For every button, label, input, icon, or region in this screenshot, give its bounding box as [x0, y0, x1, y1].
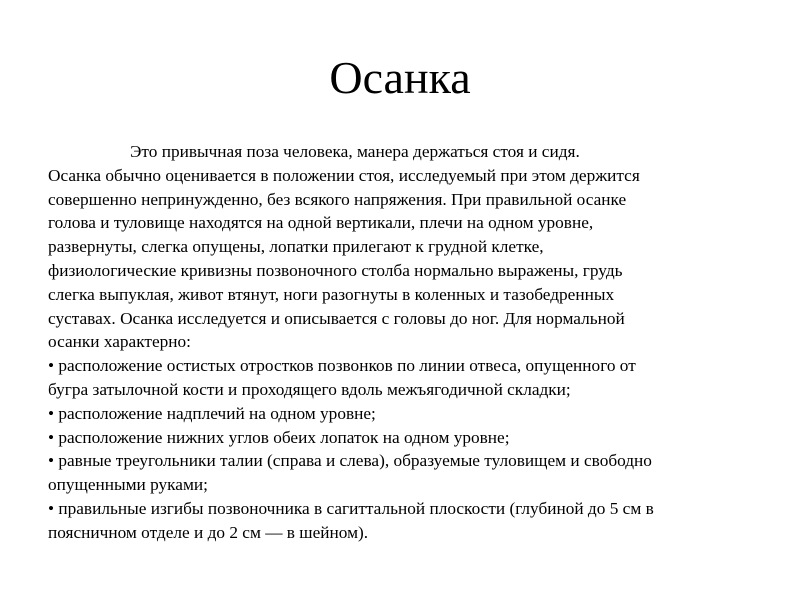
bullet-line: бугра затылочной кости и проходящего вдоль межъягодичной складки; — [48, 379, 571, 399]
body-line: суставах. Осанка исследуется и описывается с головы до ног. Для нормальной — [48, 308, 625, 328]
intro-line: Это привычная поза человека, манера держаться стоя и сидя. — [130, 142, 580, 161]
body-line: развернуты, слегка опущены, лопатки прилегают к грудной клетке, — [48, 237, 544, 257]
bullet-line: • расположение надплечий на одном уровне; — [48, 403, 376, 423]
slide-body-text — [48, 140, 760, 545]
body-line: физиологические кривизны позвоночного столба нормально выражены, грудь — [48, 260, 623, 280]
bullet-line: • правильные изгибы позвоночника в сагиттальной плоскости (глубиной до 5 см в — [48, 498, 654, 518]
bullet-line: • расположение нижних углов обеих лопаток на одном уровне; — [48, 427, 510, 447]
bullet-line: поясничном отделе и до 2 см — в шейном). — [48, 522, 369, 542]
bullet-line: • расположение остистых отростков позвонков по линии отвеса, опущенного от — [48, 356, 636, 376]
body-line: слегка выпуклая, живот втянут, ноги разогнуты в коленных и тазобедренных — [48, 284, 615, 304]
slide-title: Осанка — [329, 52, 471, 103]
body-line: совершенно непринужденно, без всякого напряжения. При правильной осанке — [48, 189, 627, 209]
bullet-line: опущенными руками; — [48, 475, 208, 495]
body-line: голова и туловище находятся на одной вертикали, плечи на одном уровне, — [48, 213, 594, 233]
body-line: осанки характерно: — [48, 332, 191, 352]
body-line: Осанка обычно оценивается в положении стоя, исследуемый при этом держится — [48, 165, 640, 185]
bullet-line: • равные треугольники талии (справа и слева), образуемые туловищем и свободно — [48, 451, 652, 471]
